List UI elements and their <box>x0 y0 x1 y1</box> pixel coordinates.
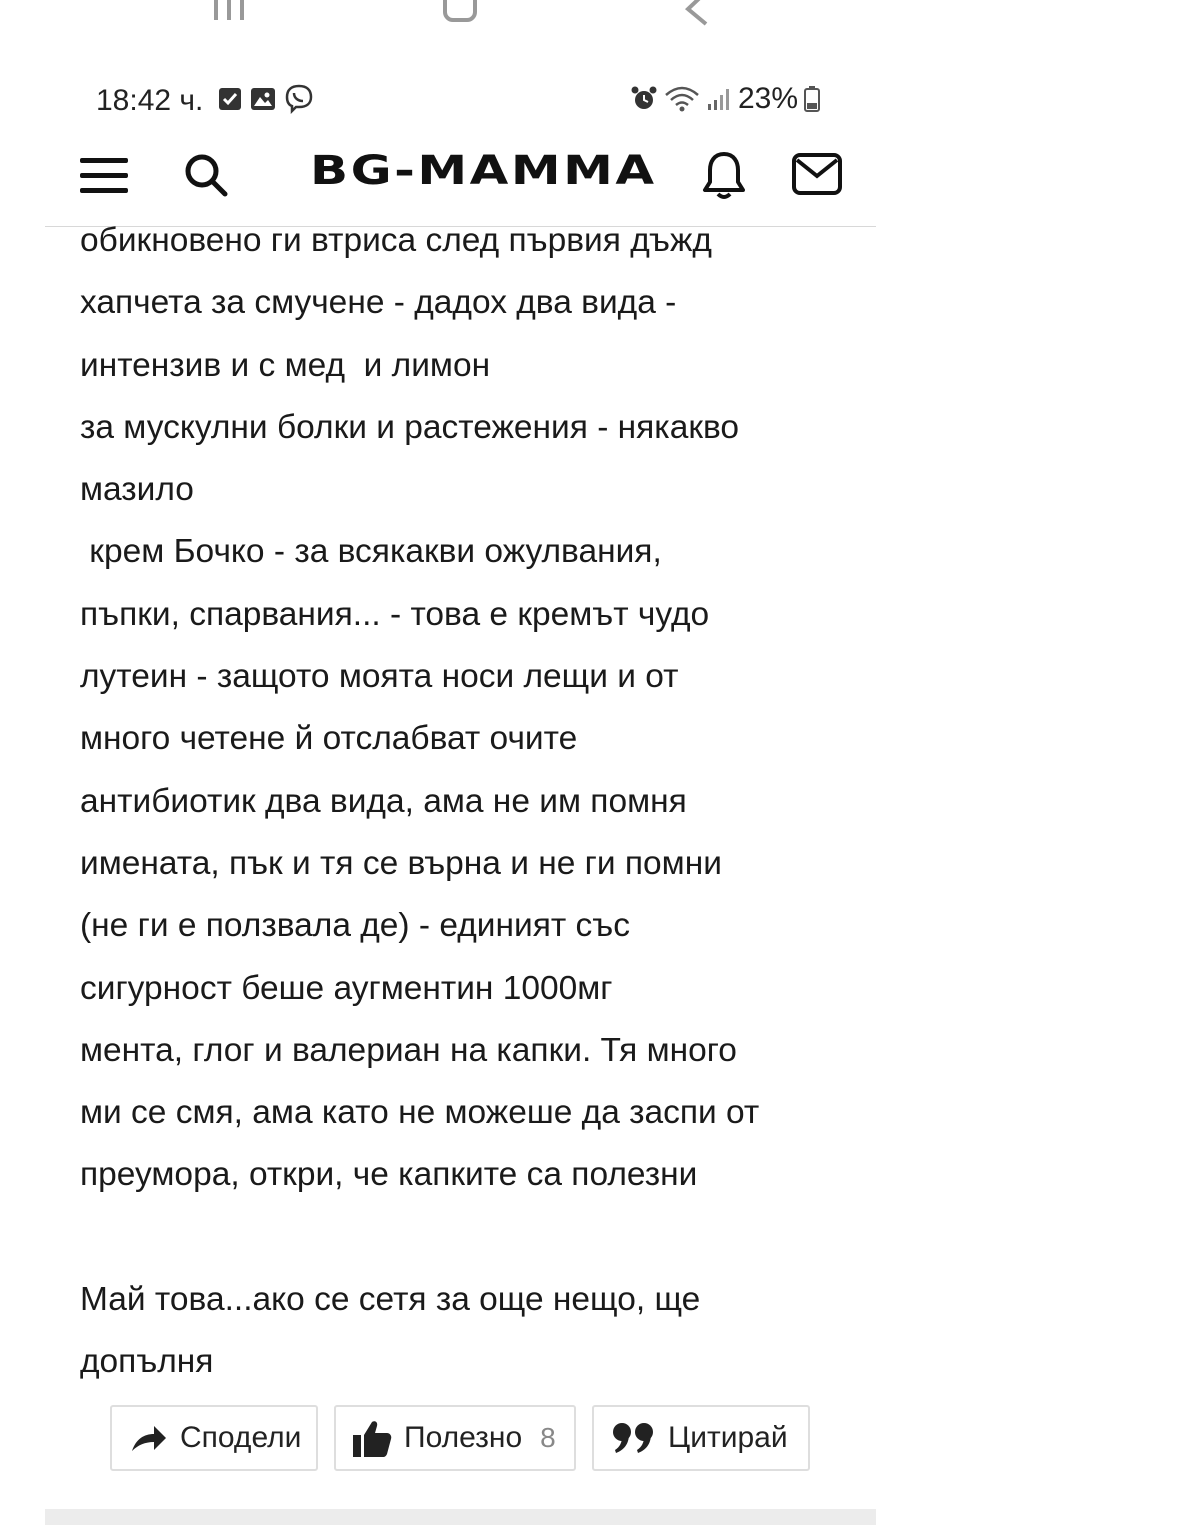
recent-apps-icon[interactable] <box>212 0 248 24</box>
notifications-bell-icon[interactable] <box>701 150 747 202</box>
search-icon[interactable] <box>183 152 229 198</box>
share-arrow-icon <box>130 1423 168 1453</box>
alarm-icon <box>630 85 658 113</box>
post-text-line: антибиотик два вида, ама не им помня <box>80 782 687 820</box>
post-text-line: сигурност беше аугментин 1000мг <box>80 969 613 1007</box>
post-text-line: мента, глог и валериан на капки. Тя много <box>80 1031 737 1069</box>
post-text-line: много четене й отслабват очите <box>80 720 578 758</box>
post-text-line: интензив и с мед и лимон <box>80 346 491 384</box>
post-text-line: ми се смя, ама като не можеше да заспи от <box>80 1094 760 1132</box>
quote-label: Цитирай <box>668 1421 788 1454</box>
post-text-line: Май това...ако се сетя за още нещо, ще <box>80 1281 701 1319</box>
quote-icon <box>612 1422 656 1454</box>
share-button[interactable] <box>110 1405 318 1471</box>
system-status-icons <box>630 82 820 116</box>
gallery-notification-icon <box>250 87 276 111</box>
checkbox-notification-icon <box>218 87 242 111</box>
site-logo[interactable]: BG-MAMMA <box>310 148 657 194</box>
hamburger-menu-icon[interactable] <box>80 156 128 196</box>
share-label: Сподели <box>180 1421 302 1454</box>
useful-button[interactable] <box>334 1405 576 1471</box>
post-text-line: хапчета за смучене - дадох два вида - <box>80 284 677 322</box>
signal-icon <box>706 86 732 112</box>
battery-icon <box>804 86 820 112</box>
status-time: 18:42 ч. <box>96 84 204 117</box>
status-bar <box>0 78 1179 122</box>
quote-button[interactable] <box>592 1405 810 1471</box>
post-text-line: допълня <box>80 1343 214 1381</box>
post-text-line <box>80 1207 870 1269</box>
post-text-line: (не ги е ползвала де) - единият със <box>80 907 630 945</box>
post-text-line: пъпки, спарвания... - това е кремът чудо <box>80 595 710 633</box>
post-text-line: за мускулни болки и растежения - някакво <box>80 408 740 446</box>
back-icon[interactable] <box>684 0 710 26</box>
next-post-separator <box>45 1509 876 1525</box>
useful-count: 8 <box>540 1422 556 1453</box>
wifi-icon <box>664 85 700 113</box>
notification-icons <box>218 84 314 114</box>
battery-percentage: 23% <box>738 82 799 115</box>
viber-icon <box>284 84 314 114</box>
post-text-line: обикновено ги втриса след първия дъжд <box>80 222 712 259</box>
post-text-line: лутеин - защото моята носи лещи и от <box>80 658 679 696</box>
home-button-icon[interactable] <box>443 0 477 22</box>
thumbs-up-icon <box>352 1418 392 1458</box>
post-text-line: имената, пък и тя се върна и не ги помни <box>80 844 722 882</box>
post-text-line: преумора, откри, че капките са полезни <box>80 1156 698 1194</box>
messages-mail-icon[interactable] <box>791 152 843 196</box>
post-text-line: мазило <box>80 471 194 509</box>
post-body <box>80 210 870 1394</box>
system-nav-bar <box>0 0 1179 30</box>
useful-label: Полезно <box>404 1421 523 1454</box>
post-text-line: крем Бочко - за всякакви ожулвания, <box>80 533 662 571</box>
